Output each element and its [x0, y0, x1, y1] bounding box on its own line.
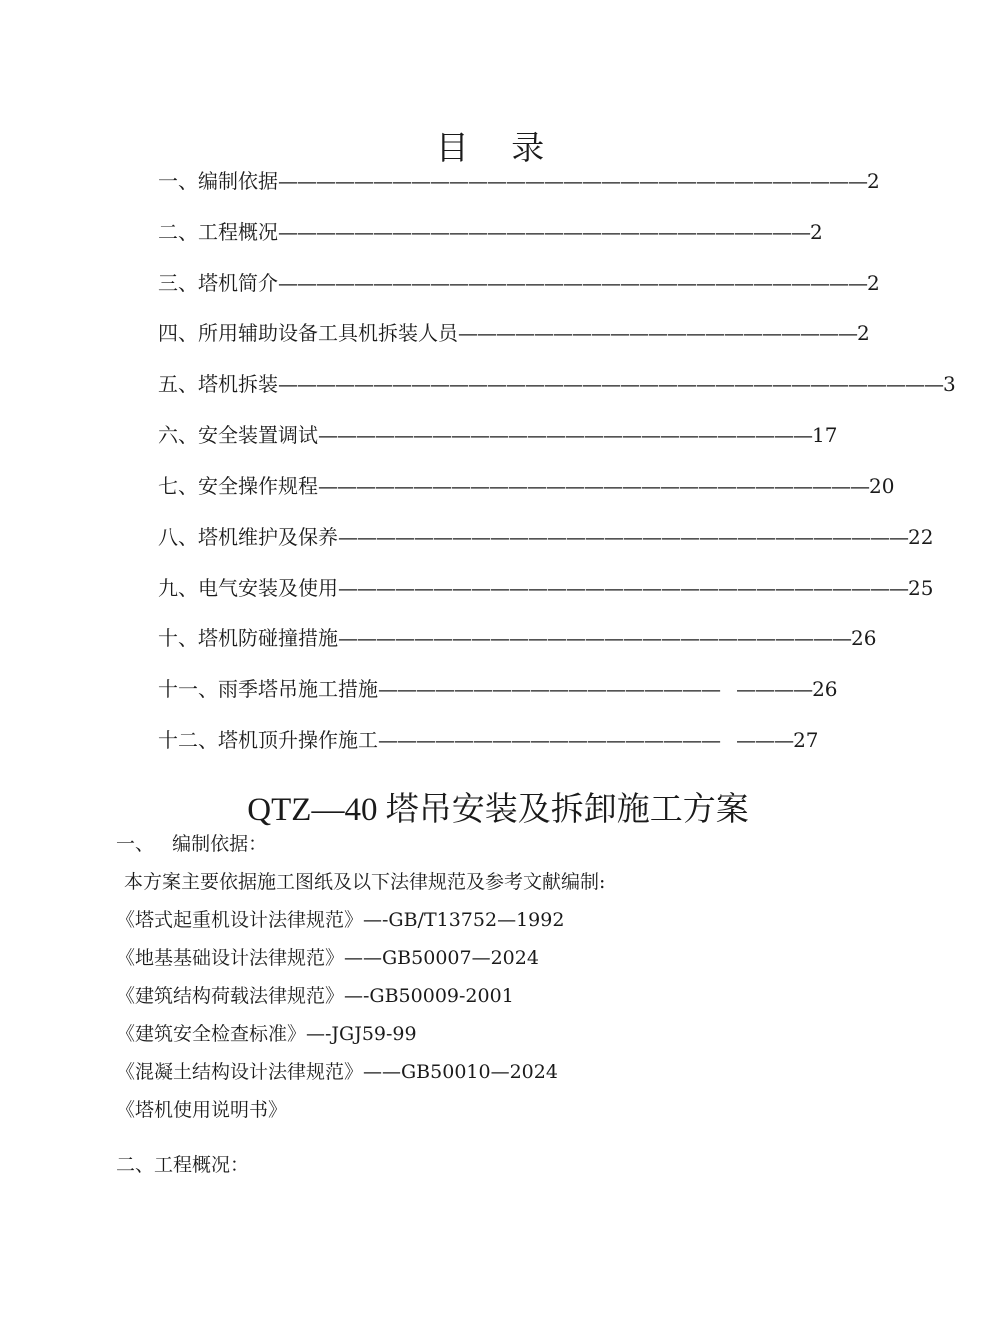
toc-entry [158, 725, 819, 755]
toc-entry-label: 四、所用辅助设备工具机拆装人员 [158, 321, 458, 345]
toc-entry-leader: ——————————————————————————————————— [278, 372, 943, 396]
toc-entry-leader: —————————————————————————————— [338, 525, 908, 549]
toc-entry-leader: ————————————————————————————— [318, 474, 869, 498]
toc-entry-page: 2 [857, 321, 870, 345]
toc-entry-label: 八、塔机维护及保养 [158, 525, 338, 549]
toc-entry-leader: ——————————————————————————— [338, 626, 851, 650]
toc-entry-page: 3 [943, 372, 956, 396]
toc-entry-page: 22 [908, 525, 934, 549]
reference-item: 《地基基础设计法律规范》——GB50007—2024 [116, 947, 539, 969]
toc-entry-page: 2 [867, 169, 880, 193]
toc-entry-page: 2 [867, 271, 880, 295]
toc-entry [158, 318, 870, 348]
toc-entry-leader: ——————————————————————————————— [278, 169, 867, 193]
document-title: QTZ—40 塔吊安装及拆卸施工方案 [247, 792, 749, 828]
toc-entry-label: 十一、雨季塔吊施工措施 [158, 677, 378, 701]
section-heading: 二、工程概况： [116, 1154, 250, 1176]
reference-item: 《塔机使用说明书》 [116, 1099, 288, 1121]
toc-entry [158, 522, 933, 552]
toc-entry-leader: —————————————————— ——— [378, 728, 794, 752]
intro-paragraph: 本方案主要依据施工图纸及以下法律规范及参考文献编制: [124, 871, 606, 893]
toc-entry-label: 十、塔机防碰撞措施 [158, 626, 338, 650]
reference-item: 《建筑结构荷载法律规范》—-GB50009-2001 [116, 985, 514, 1007]
toc-title: 目 录 [435, 128, 561, 167]
toc-entry-page: 2 [810, 220, 823, 244]
toc-entry-label: 五、塔机拆装 [158, 372, 278, 396]
toc-entry-page: 17 [812, 423, 838, 447]
toc-entry [158, 573, 933, 603]
toc-entry-page: 27 [793, 728, 819, 752]
toc-entry-label: 九、电气安装及使用 [158, 576, 338, 600]
toc-entry-label: 二、工程概况 [158, 220, 278, 244]
toc-entry [158, 420, 837, 450]
toc-entry-leader: ——————————————————————————————— [278, 271, 867, 295]
toc-entry [158, 623, 876, 653]
toc-entry-label: 一、编制依据 [158, 169, 278, 193]
toc-entry-leader: ————————————————————— [458, 321, 857, 345]
section-heading: 一、 编制依据： [116, 833, 268, 855]
toc-entry-label: 六、安全装置调试 [158, 423, 318, 447]
toc-entry [158, 268, 880, 298]
toc-entry [158, 674, 838, 704]
reference-item: 《建筑安全检查标准》—-JGJ59-99 [116, 1023, 417, 1045]
toc-entry-leader: —————————————————— ———— [378, 677, 813, 701]
toc-entry [158, 166, 880, 196]
toc-entry-page: 26 [851, 626, 877, 650]
toc-entry [158, 369, 956, 399]
toc-entry-page: 20 [869, 474, 895, 498]
toc-entry-label: 十二、塔机顶升操作施工 [158, 728, 378, 752]
reference-item: 《混凝土结构设计法律规范》——GB50010—2024 [116, 1061, 558, 1083]
toc-entry [158, 217, 823, 247]
toc-entry-leader: ———————————————————————————— [278, 220, 810, 244]
toc-entry-leader: —————————————————————————— [318, 423, 812, 447]
toc-entry-label: 七、安全操作规程 [158, 474, 318, 498]
reference-item: 《塔式起重机设计法律规范》—-GB/T13752—1992 [116, 909, 565, 931]
toc-entry [158, 471, 894, 501]
toc-entry-label: 三、塔机简介 [158, 271, 278, 295]
toc-entry-leader: —————————————————————————————— [338, 576, 908, 600]
toc-entry-page: 25 [908, 576, 934, 600]
toc-entry-page: 26 [812, 677, 838, 701]
